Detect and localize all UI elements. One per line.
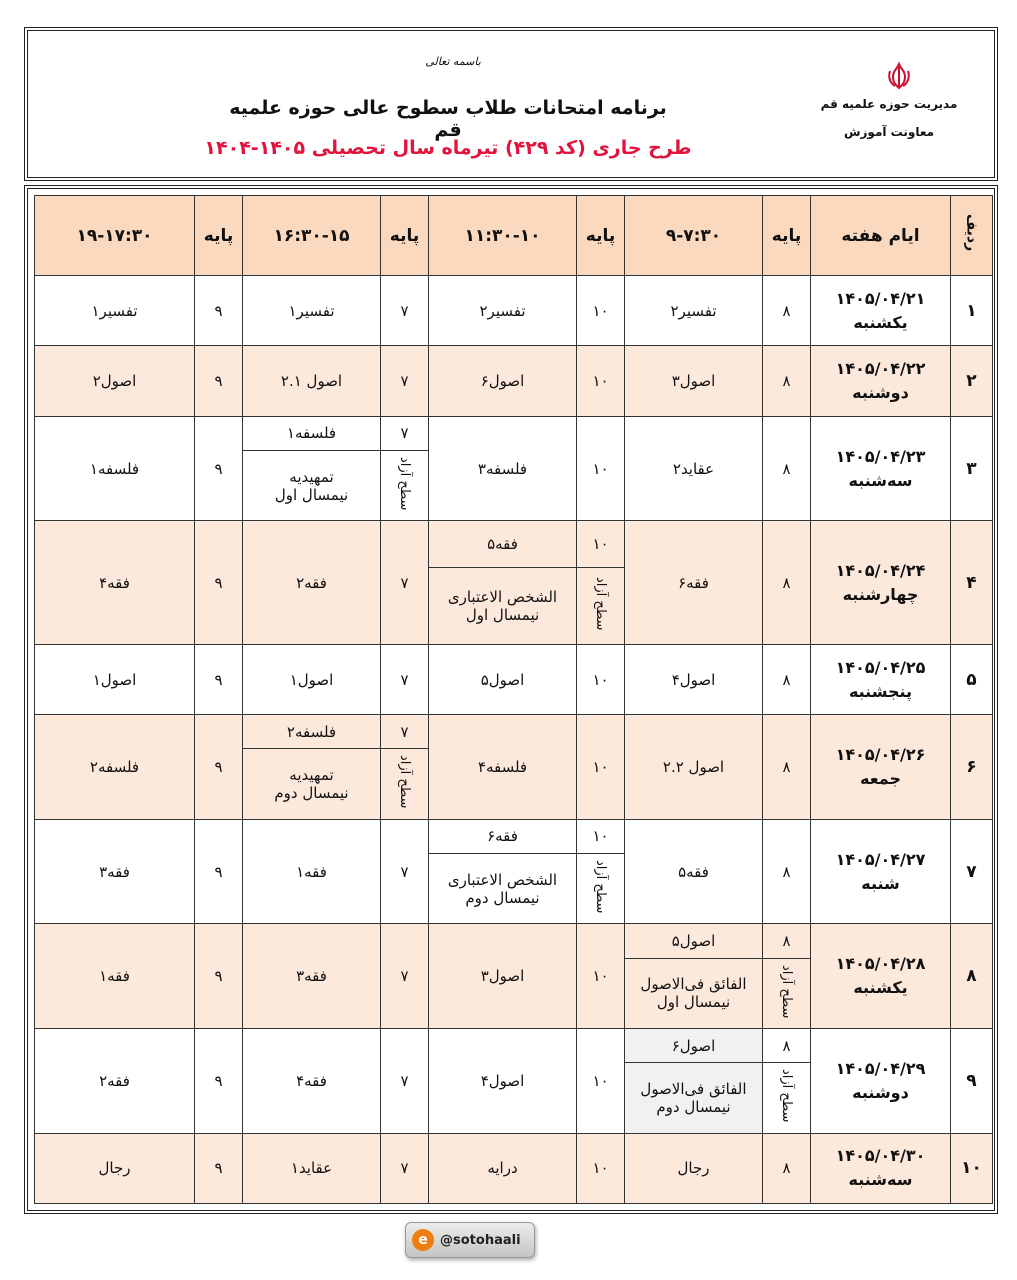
level-cell: ۹ [195,1028,243,1133]
subject-cell: فقه۱ [243,819,381,924]
subject-cell: تمهیدیه نیمسال دوم [243,749,381,819]
day-cell [811,276,951,346]
row-number: ۵ [951,644,993,714]
exam-date: ۱۴۰۵/۰۴/۲۷ [835,849,926,869]
free-level-cell: سطح آزاد [381,450,429,520]
weekday: سه‌شنبه [848,470,913,490]
subject-cell: تفسیر۱ [243,276,381,346]
row-number: ۹ [951,1028,993,1133]
subject-cell: اصول۶ [429,346,577,416]
level-cell: ۹ [195,819,243,924]
subject-cell: فقه۶ [625,521,763,645]
subject-cell: الشخص الاعتباری نیمسال دوم [429,854,577,924]
subject-cell: تفسیر۱ [35,276,195,346]
level-cell: ۷ [381,644,429,714]
subject-cell: فقه۲ [35,1028,195,1133]
level-cell: ۹ [195,1133,243,1204]
day-cell [811,521,951,645]
level-cell: ۸ [763,276,811,346]
subject-cell: فقه۴ [243,1028,381,1133]
day-cell [811,1133,951,1204]
subject-cell: فلسفه۱ [243,416,381,450]
row-number: ۸ [951,924,993,1029]
col-header-day: ایام هفته [811,196,951,276]
col-header-slot4: ۱۹-۱۷:۳۰ [35,196,195,276]
day-cell [811,924,951,1029]
subject-cell: فلسفه۱ [35,416,195,521]
subject-cell: فلسفه۲ [243,715,381,749]
day-cell [811,416,951,521]
subject-cell: تفسیر۲ [429,276,577,346]
level-cell: ۹ [195,276,243,346]
day-cell [811,644,951,714]
level-cell: ۸ [763,1133,811,1204]
subject-cell: فقه۳ [35,819,195,924]
level-cell: ۸ [763,416,811,521]
subject-cell: اصول ۲.۲ [625,715,763,820]
weekday: شنبه [861,873,900,893]
subject-cell: فقه۳ [243,924,381,1029]
subject-cell: فقه۴ [35,521,195,645]
header-box [24,27,998,181]
page-title: برنامه امتحانات طلاب سطوح عالی حوزه علمیه قم [229,97,667,141]
row-number: ۳ [951,416,993,521]
subject-cell: فلسفه۳ [429,416,577,521]
subject-cell: اصول۴ [625,644,763,714]
row-number: ۲ [951,346,993,416]
iran-emblem-icon [884,61,914,91]
subject-cell: اصول ۲.۱ [243,346,381,416]
table-row [35,644,993,714]
subject-cell: اصول۱ [35,644,195,714]
subject-cell: اصول۲ [35,346,195,416]
channel-watermark [405,1222,535,1258]
col-header-level: پایه [381,196,429,276]
weekday: دوشنبه [852,1082,909,1102]
level-cell: ۹ [195,346,243,416]
day-cell [811,715,951,820]
table-row [35,819,993,853]
weekday: چهارشنبه [842,584,919,604]
subject-cell: رجال [625,1133,763,1204]
level-cell: ۸ [763,924,811,958]
level-cell: ۸ [763,1028,811,1062]
table-row [35,346,993,416]
schedule-frame [24,185,998,1214]
level-cell: ۸ [763,346,811,416]
exam-date: ۱۴۰۵/۰۴/۲۶ [835,745,926,765]
level-cell: ۷ [381,416,429,450]
level-cell: ۹ [195,644,243,714]
subject-cell: عقاید۱ [243,1133,381,1204]
table-row [35,416,993,450]
level-cell: ۷ [381,924,429,1029]
level-cell: ۹ [195,521,243,645]
exam-schedule-table [34,195,993,1204]
subject-cell: تفسیر۲ [625,276,763,346]
subject-cell: فقه۶ [429,819,577,853]
level-cell: ۱۰ [577,276,625,346]
level-cell: ۸ [763,715,811,820]
subject-cell: فقه۵ [429,521,577,567]
row-number: ۱ [951,276,993,346]
level-cell: ۱۰ [577,416,625,521]
subject-cell: الشخص الاعتباری نیمسال اول [429,567,577,644]
subject-cell: اصول۵ [625,924,763,958]
level-cell: ۸ [763,644,811,714]
level-cell: ۷ [381,521,429,645]
weekday: سه‌شنبه [848,1170,913,1190]
subject-cell: اصول۱ [243,644,381,714]
free-level-cell: سطح آزاد [763,1063,811,1133]
row-number: ۶ [951,715,993,820]
channel-handle: @sotohaali [440,1232,521,1248]
org-name: مدیریت حوزه علمیه قم [820,97,958,111]
level-cell: ۱۰ [577,819,625,853]
col-header-level: پایه [763,196,811,276]
level-cell: ۱۰ [577,1133,625,1204]
subject-cell: تمهیدیه نیمسال اول [243,450,381,520]
row-number: ۱۰ [951,1133,993,1204]
level-cell: ۹ [195,416,243,521]
table-row [35,715,993,749]
row-number: ۴ [951,521,993,645]
subject-cell: اصول۵ [429,644,577,714]
level-cell: ۷ [381,276,429,346]
weekday: جمعه [860,769,901,789]
subject-cell: فقه۵ [625,819,763,924]
subject-cell: عقاید۲ [625,416,763,521]
level-cell: ۱۰ [577,715,625,820]
day-cell [811,1028,951,1133]
row-number: ۷ [951,819,993,924]
e-logo-icon: e [412,1229,434,1251]
level-cell: ۱۰ [577,346,625,416]
free-level-cell: سطح آزاد [577,567,625,644]
level-cell: ۷ [381,819,429,924]
level-cell: ۸ [763,819,811,924]
subject-cell: الفائق فی‌الاصول نیمسال دوم [625,1063,763,1133]
col-header-level: پایه [195,196,243,276]
exam-date: ۱۴۰۵/۰۴/۲۸ [835,954,926,974]
subject-cell: فلسفه۴ [429,715,577,820]
table-row [35,1028,993,1062]
subject-cell: فقه۱ [35,924,195,1029]
free-level-cell: سطح آزاد [577,854,625,924]
exam-date: ۱۴۰۵/۰۴/۲۲ [835,359,926,379]
subject-cell: فلسفه۲ [35,715,195,820]
col-header-row-number: ردیف [951,196,993,276]
subject-cell: الفائق فی‌الاصول نیمسال اول [625,958,763,1028]
org-unit: معاونت آموزش [843,125,935,139]
free-level-cell: سطح آزاد [763,958,811,1028]
level-cell: ۱۰ [577,924,625,1029]
table-row [35,1133,993,1204]
exam-date: ۱۴۰۵/۰۴/۲۱ [835,288,926,308]
page-subtitle: طرح جاری (کد ۴۲۹) تیرماه سال تحصیلی ۱۴۰۵-۱۴۰۴ [204,137,692,159]
level-cell: ۹ [195,924,243,1029]
level-cell: ۱۰ [577,1028,625,1133]
level-cell: ۹ [195,715,243,820]
day-cell [811,819,951,924]
table-row [35,276,993,346]
subject-cell: اصول۶ [625,1028,763,1062]
col-header-slot2: ۱۱:۳۰-۱۰ [429,196,577,276]
subject-cell: فقه۲ [243,521,381,645]
exam-date: ۱۴۰۵/۰۴/۲۵ [835,657,926,677]
level-cell: ۷ [381,346,429,416]
weekday: یکشنبه [853,312,908,332]
table-row [35,521,993,567]
level-cell: ۱۰ [577,521,625,567]
weekday: پنجشنبه [848,681,913,701]
exam-date: ۱۴۰۵/۰۴/۲۴ [835,560,926,580]
level-cell: ۸ [763,521,811,645]
subject-cell: رجال [35,1133,195,1204]
level-cell: ۱۰ [577,644,625,714]
col-header-level: پایه [577,196,625,276]
exam-date: ۱۴۰۵/۰۴/۲۹ [835,1058,926,1078]
level-cell: ۷ [381,715,429,749]
exam-date: ۱۴۰۵/۰۴/۲۳ [835,446,926,466]
exam-date: ۱۴۰۵/۰۴/۳۰ [835,1146,926,1166]
weekday: یکشنبه [853,978,908,998]
table-row [35,924,993,958]
table-header-row [35,196,993,276]
col-header-slot1: ۹-۷:۳۰ [625,196,763,276]
level-cell: ۷ [381,1028,429,1133]
free-level-cell: سطح آزاد [381,749,429,819]
subject-cell: درایه [429,1133,577,1204]
weekday: دوشنبه [852,383,909,403]
col-header-slot3: ۱۶:۳۰-۱۵ [243,196,381,276]
subject-cell: اصول۳ [625,346,763,416]
level-cell: ۷ [381,1133,429,1204]
day-cell [811,346,951,416]
subject-cell: اصول۳ [429,924,577,1029]
subject-cell: اصول۴ [429,1028,577,1133]
basmala-text: باسمه تعالی [425,55,481,68]
